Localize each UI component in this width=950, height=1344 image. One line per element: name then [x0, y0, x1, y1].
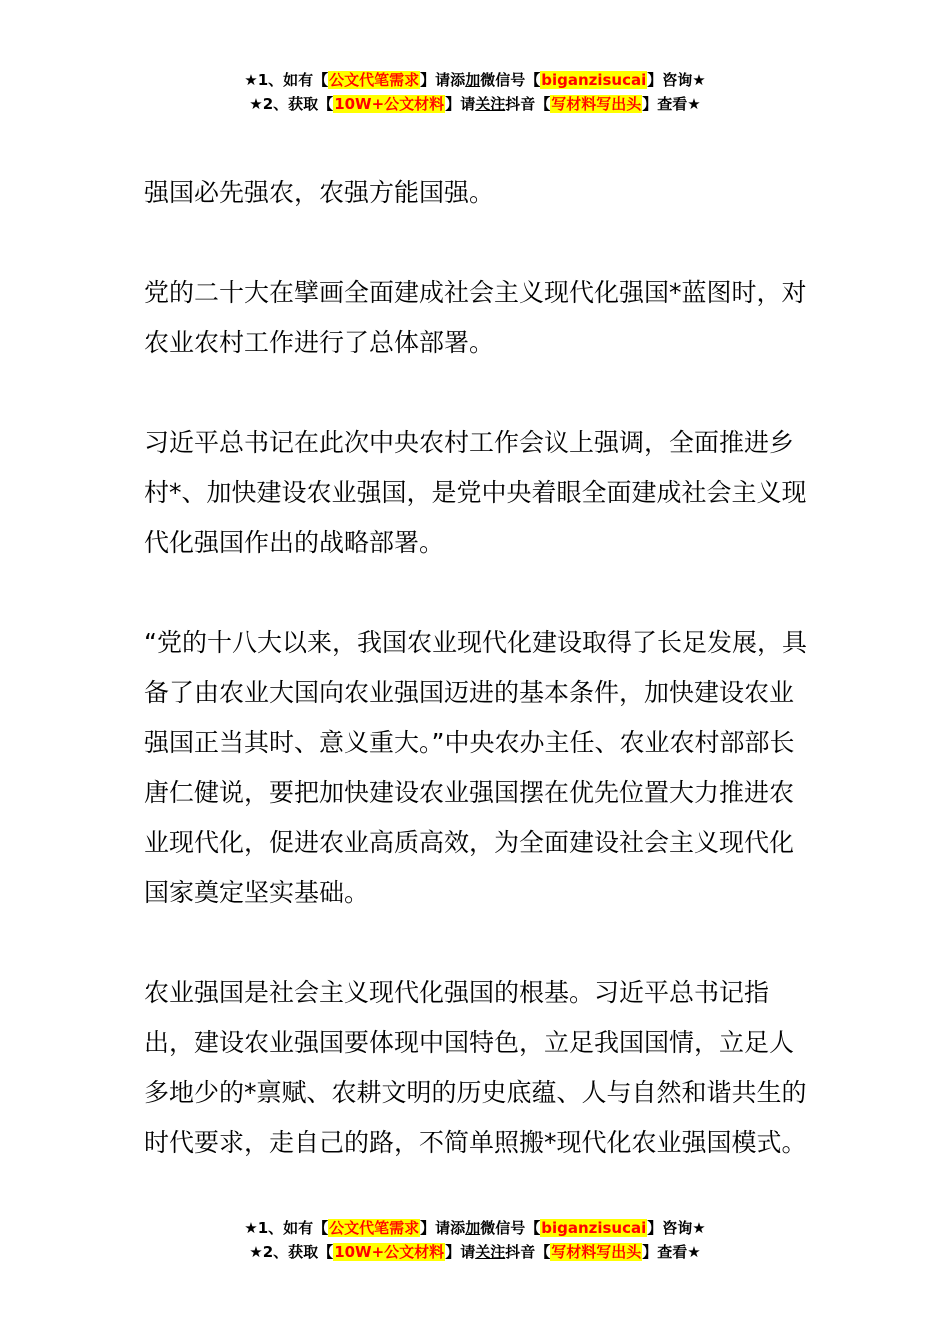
footer-banner	[0, 1216, 950, 1264]
banner-emphasis: 关注	[475, 95, 506, 113]
banner-line-1	[0, 1216, 950, 1240]
paragraph: “党的十八大以来，我国农业现代化建设取得了长足发展，具备了由农业大国向农业强国迈进的基本条件，加快建设农业强国正当其时、意义重大。”中央农办主任、农业农村部部长唐仁健说，要把加快建设农业强国摆在优先位置大力推进农业现代化，促进农业高质高效，为全面建设社会主义现代化国家奠定坚实基础。	[144, 628, 807, 907]
banner-text: ★2、获取【	[249, 1243, 334, 1261]
banner-text: 】查看★	[642, 95, 701, 113]
banner-text: ★1、如有【	[244, 71, 329, 89]
banner-emphasis: 关注	[475, 1243, 506, 1261]
banner-text: 】咨询★	[647, 1219, 706, 1237]
banner-text: 微信号【	[480, 1219, 541, 1237]
highlight-douyin: 写材料写出头	[551, 95, 642, 113]
highlight-wechat-id: biganzisucai	[541, 71, 647, 89]
banner-text: ★1、如有【	[244, 1219, 329, 1237]
banner-text: 】请	[445, 95, 476, 113]
banner-emphasis: 加	[465, 1219, 481, 1237]
highlight-service: 公文代笔需求	[329, 71, 420, 89]
highlight-materials: 10W+公文材料	[334, 1243, 445, 1261]
highlight-wechat-id: biganzisucai	[541, 1219, 647, 1237]
paragraph: 习近平总书记在此次中央农村工作会议上强调，全面推进乡村*、加快建设农业强国，是党中央着眼全面建成社会主义现代化强国作出的战略部署。	[144, 428, 807, 557]
banner-text: 】查看★	[642, 1243, 701, 1261]
banner-text: 抖音【	[505, 95, 551, 113]
highlight-service: 公文代笔需求	[329, 1219, 420, 1237]
document-body	[144, 168, 809, 1168]
banner-text: ★2、获取【	[249, 95, 334, 113]
banner-text: 抖音【	[505, 1243, 551, 1261]
banner-line-2	[0, 92, 950, 116]
paragraph: 强国必先强农，农强方能国强。	[144, 178, 495, 207]
banner-text: 】请	[445, 1243, 476, 1261]
banner-text: 微信号【	[480, 71, 541, 89]
banner-line-1	[0, 68, 950, 92]
banner-text: 】请添	[420, 71, 466, 89]
banner-text: 】请添	[420, 1219, 466, 1237]
paragraph: 农业强国是社会主义现代化强国的根基。习近平总书记指出，建设农业强国要体现中国特色，立足我国国情，立足人多地少的*禀赋、农耕文明的历史底蕴、人与自然和谐共生的时代要求，走自己的路，不简单照搬*现代化农业强国模式。	[144, 978, 807, 1157]
header-banner	[0, 68, 950, 116]
highlight-materials: 10W+公文材料	[334, 95, 445, 113]
highlight-douyin: 写材料写出头	[551, 1243, 642, 1261]
banner-emphasis: 加	[465, 71, 481, 89]
paragraph: 党的二十大在擘画全面建成社会主义现代化强国*蓝图时，对农业农村工作进行了总体部署。	[144, 278, 807, 357]
banner-line-2	[0, 1240, 950, 1264]
banner-text: 】咨询★	[647, 71, 706, 89]
